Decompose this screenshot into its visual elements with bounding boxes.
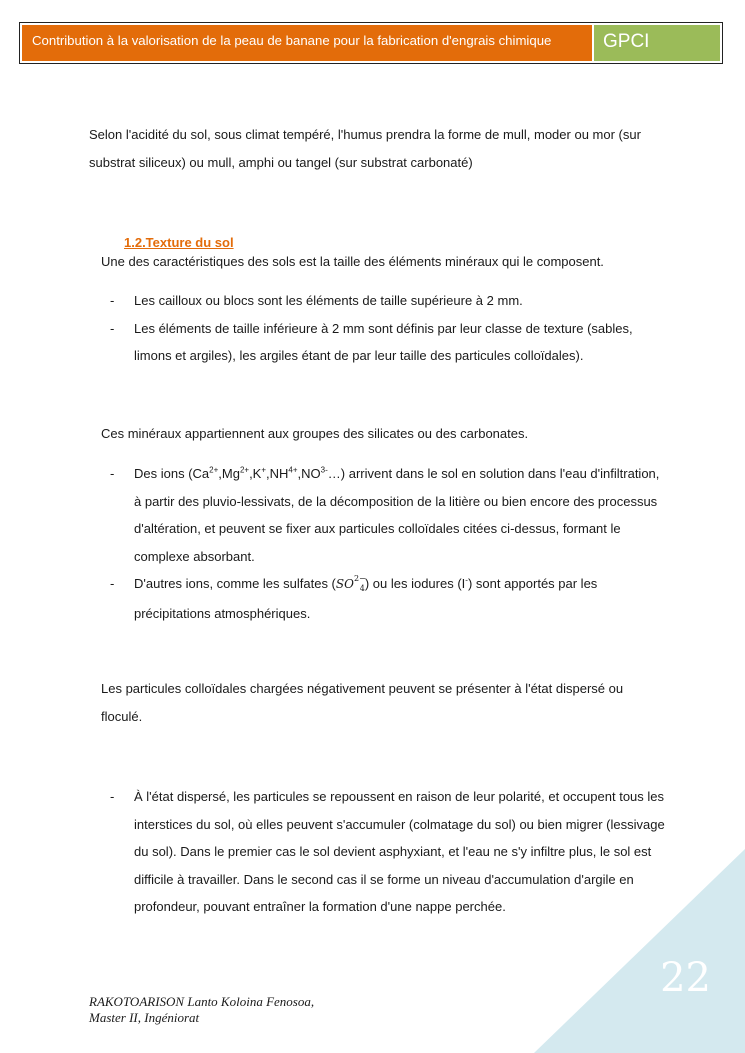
list-item [106,570,666,627]
ions-rest: …) arrivent dans le sol en solution dans l'eau d'infiltration, à partir des pluvio-lessivats, de la décomposition de la litière ou bien encore des processus d'altération, et peuvent se fixer aux particules colloïdales citées ci-dessus, formant le complexe absorbant. [134,466,660,564]
ions-list [106,460,666,627]
paragraph-humus: Selon l'acidité du sol, sous climat tempéré, l'humus prendra la forme de mull, moder ou mor (sur substrat siliceux) ou mull, amphi ou tangel (sur substrat carbonaté) [89,127,641,170]
list-item [106,315,666,370]
section-heading: 1.2.Texture du sol [124,235,234,250]
formula-index: 4 [359,584,365,593]
header-code: GPCI [594,25,720,61]
charge-no: 3- [320,465,328,475]
paragraph-particules: Les particules colloïdales chargées négativement peuvent se présenter à l'état dispersé ou floculé. [101,681,624,724]
paragraph-mineraux: Ces minéraux appartiennent aux groupes des silicates ou des carbonates. [101,426,529,441]
page-header [19,22,723,64]
charge-nh: 4+ [288,465,298,475]
ion-nh: ,NH [266,466,289,481]
ion-k: ,K [249,466,262,481]
bullet-dash: - [110,789,115,804]
list-item [106,460,666,570]
ion-no: ,NO [297,466,321,481]
sulfate-rest: ) sont apportés par les précipitations atmosphériques. [134,576,598,621]
page-number: 22 [660,955,711,1001]
charge-iodide: - [465,575,468,585]
list-item-text: À l'état dispersé, les particules se repoussent en raison de leur polarité, et occupent tous les interstices du sol, où elles peuvent s'accumuler (colmatage du sol) ou bien migrer (lessivage du sol). Dans le premier cas le sol devient asphyxiant, et l'eau ne s'y infiltre plus, le sol est difficile à travailler. Dans le second cas il se forme un niveau d'accumulation d'argile en profondeur, pouvant entraîner la formation d'une nappe perchée. [134,789,665,914]
bullet-dash: - [110,293,115,308]
formula-charge: 2− [353,574,366,583]
footer-degree: Master II, Ingéniorat [89,1010,200,1025]
texture-list [106,287,666,370]
bullet-dash: - [110,320,115,336]
header-title: Contribution à la valorisation de la peau de banane pour la fabrication d'engrais chimique [22,25,592,61]
bullet-dash: - [110,576,115,591]
ions-prefix: Des ions (Ca [134,466,210,481]
sulfate-middle: ) ou les iodures (I [364,576,466,591]
charge-mg: 2+ [239,465,250,475]
footer-author: RAKOTOARISON Lanto Koloina Fenosoa, [89,994,315,1009]
disperse-list [106,783,666,921]
sulfate-prefix: D'autres ions, comme les sulfates ( [134,576,336,591]
charge-k: + [261,465,267,475]
list-item-text: Les cailloux ou blocs sont les éléments de taille supérieure à 2 mm. [134,293,523,308]
formula-base: SO [335,577,354,591]
list-item-text: Les éléments de taille inférieure à 2 mm sont définis par leur classe de texture (sables, limons et argiles), les argiles étant de par leur taille des particules colloïdales). [134,320,633,363]
list-item [106,783,666,921]
paragraph-texture-intro: Une des caractéristiques des sols est la taille des éléments minéraux qui le composent. [101,254,604,269]
bullet-dash: - [110,466,115,481]
ion-mg: ,Mg [218,466,240,481]
list-item [106,287,666,315]
page-footer [89,994,314,1026]
charge-ca: 2+ [209,465,219,475]
sulfate-formula [335,574,366,593]
